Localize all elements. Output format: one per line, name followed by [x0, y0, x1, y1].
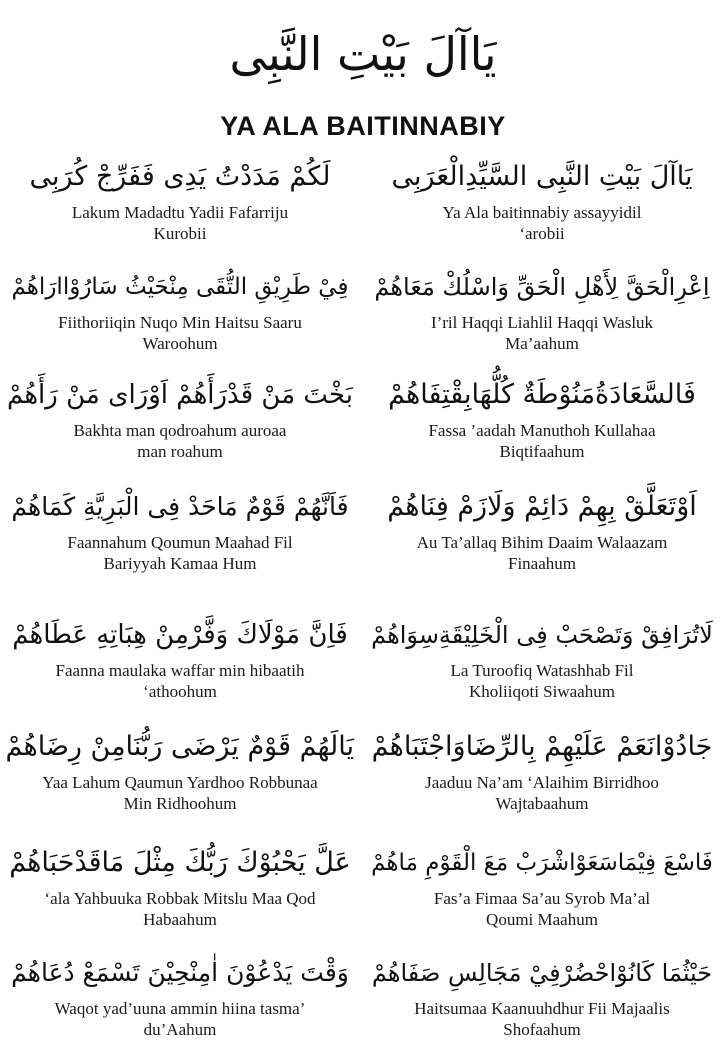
verse-transliteration-cont: Min Ridhoohum: [123, 794, 237, 813]
verse-transliteration: Fassa ’aadah Manuthoh Kullahaa: [428, 421, 656, 440]
verse-transliteration: Fiithoriiqin Nuqo Min Haitsu Saaru: [58, 313, 302, 332]
verse-transliteration-cont: Biqtifaahum: [499, 442, 585, 461]
verse-transliteration: Fas’a Fimaa Sa’au Syrob Ma’al: [433, 889, 651, 908]
verse-transliteration-cont: ‘athoohum: [143, 682, 217, 701]
verse-transliteration: Faannahum Qoumun Maahad Fil: [67, 533, 293, 552]
verse-transliteration: ‘ala Yahbuuka Robbak Mitslu Maa Qod: [44, 889, 316, 908]
verse-right: [368, 722, 716, 814]
verse-right: [368, 948, 716, 1040]
page-title-arabic: يَاآلَ بَيْتِ النَّبِى: [229, 27, 497, 81]
verse-transliteration-cont: Qoumi Maahum: [486, 910, 598, 929]
verse-left: [6, 262, 354, 354]
verse-transliteration-cont: Bariyyah Kamaa Hum: [103, 554, 257, 573]
verse-transliteration-cont: Habaahum: [143, 910, 217, 929]
verse-arabic: يَاآلَ بَيْتِ النَّبِى السَّيِّدِالْعَرَبِى: [391, 161, 693, 192]
verse-left: [6, 370, 354, 462]
verse-transliteration-cont: Shofaahum: [503, 1020, 581, 1039]
verse-left: [6, 838, 354, 930]
verse-transliteration: Lakum Madadtu Yadii Fafarriju: [71, 203, 289, 222]
verse-transliteration-cont: Finaahum: [508, 554, 576, 573]
verse-transliteration-cont: du’Aahum: [143, 1020, 217, 1039]
verse-left: [6, 482, 354, 574]
verse-transliteration: Waqot yad’uuna ammin hiina tasma’: [54, 999, 306, 1018]
verse-arabic: فَاَنَّهُمْ قَوْمٌ مَاحَدْ فِى الْبَرِيَّةِ كَمَاهُمْ: [11, 492, 349, 521]
verse-transliteration-cont: ‘arobii: [519, 224, 565, 243]
verse-arabic: يَالَهُمْ قَوْمٌ يَرْضَى رَبُّنَامِنْ رِضَاهُمْ: [5, 731, 354, 762]
verse-transliteration-cont: Kurobii: [153, 224, 207, 243]
verse-arabic: بَخْتَ مَنْ قَدْرَأَهُمْ اَوْرَاى مَنْ رَأَهُمْ: [7, 380, 353, 410]
verse-transliteration-cont: Ma’aahum: [505, 334, 579, 353]
verse-transliteration: Ya Ala baitinnabiy assayyidil: [442, 203, 642, 222]
verse-left: [6, 152, 354, 244]
verse-left: [6, 948, 354, 1040]
verse-arabic: فَاِنَّ مَوْلَاكَ وَفَّرْمِنْ هِبَاتِهِ عَطَاهُمْ: [12, 620, 348, 650]
verse-arabic: جَادُوْانَعَمْ عَلَيْهِمْ بِالرِّضَاوَاجْتَبَاهُمْ: [371, 731, 713, 762]
verse-arabic: فَالسَّعَادَةُمَنُوْطَةٌ كُلُّهَابِقْتِفَاهُمْ: [388, 379, 696, 410]
verse-right: [368, 262, 716, 354]
verse-transliteration: Haitsumaa Kaanuuhdhur Fii Majaalis: [414, 999, 670, 1018]
verse-transliteration-cont: Wajtabaahum: [495, 794, 589, 813]
verse-arabic: عَلَّ يَحْبُوْكَ رَبُّكَ مِثْلَ مَاقَدْحَبَاهُمْ: [9, 847, 351, 878]
verse-arabic: اِعْرِالْحَقَّ لِأَهْلِ الْحَقِّ وَاسْلُكْ مَعَاهُمْ: [374, 273, 710, 301]
verse-transliteration: Yaa Lahum Qaumun Yardhoo Robbunaa: [42, 773, 318, 792]
verse-transliteration: Bakhta man qodroahum auroaa: [73, 421, 287, 440]
page-title-latin: YA ALA BAITINNABIY: [220, 111, 506, 141]
verse-arabic: فَاسْعَ فِيْمَاسَعَوْاشْرَبْ مَعَ الْقَوْمِ مَاهُمْ: [371, 850, 713, 876]
verse-right: [368, 838, 716, 930]
verse-transliteration: I’ril Haqqi Liahlil Haqqi Wasluk: [430, 313, 654, 332]
verse-left: [6, 722, 354, 814]
verse-right: [368, 152, 716, 244]
verse-arabic: اَوْتَعَلَّقْ بِهِمْ دَائِمْ وَلَازَمْ فِنَاهُمْ: [387, 491, 697, 522]
verse-right: [368, 610, 716, 702]
verse-transliteration: Au Ta’allaq Bihim Daaim Walaazam: [416, 533, 668, 552]
verse-grid: [0, 152, 726, 1052]
verse-arabic: فِيْ طَرِيْقِ التُّقَى مِنْحَيْثُ سَارُوْاارَاهُمْ: [11, 274, 349, 300]
verse-arabic: لَكُمْ مَدَدْتُ يَدِى فَفَرِّجْ كُرَبِى: [29, 161, 331, 192]
verse-arabic: لَاتُرَافِقْ وَتَصْحَبْ فِى الْخَلِيْقَةِسِوَاهُمْ: [371, 621, 713, 649]
verse-right: [368, 370, 716, 462]
verse-arabic: حَيْثُمَا كَانُوْاحْضُرْفِيْ مَجَالِسِ صَفَاهُمْ: [371, 959, 713, 987]
verse-transliteration: Faanna maulaka waffar min hibaatih: [55, 661, 305, 680]
verse-left: [6, 610, 354, 702]
verse-transliteration-cont: Kholiiqoti Siwaahum: [469, 682, 615, 701]
verse-arabic: وَقْتَ يَدْعُوْنَ اٰمِنْحِيْنَ تَسْمَعْ دُعَاهُمْ: [11, 958, 349, 987]
verse-right: [368, 482, 716, 574]
verse-transliteration-cont: man roahum: [137, 442, 223, 461]
verse-transliteration-cont: Waroohum: [142, 334, 218, 353]
verse-transliteration: La Turoofiq Watashhab Fil: [450, 661, 634, 680]
verse-transliteration: Jaaduu Na’am ‘Alaihim Birridhoo: [425, 773, 659, 792]
